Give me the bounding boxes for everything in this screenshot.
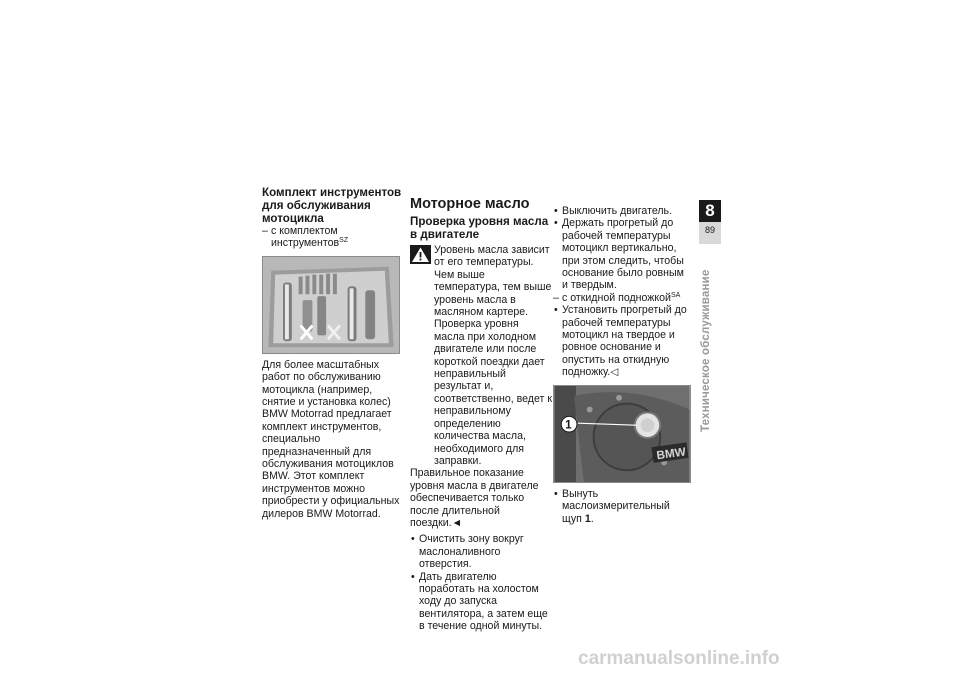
- paragraph-tool-kit: Для более масштабных работ по обслуживанию мотоцикла (например, снятие и установка колес) BMW Motorrad предлагает комплект инструментов, специально предназначенный для обслуживания мотоциклов BMW. Этот комплект инструментов можно приобрести у официальных дилеров BMW Motorrad.: [262, 358, 400, 520]
- bullet-side-stand: [553, 304, 691, 378]
- bullet-clean-area: • Очистить зону вокруг маслоналивного отверстия.: [410, 533, 552, 570]
- page-number: 89: [704, 225, 715, 235]
- bullet-text: Вынуть маслоизмерительный щуп: [562, 487, 670, 525]
- heading-engine-oil: Моторное масло: [410, 196, 530, 212]
- dash-text: с откидной подножкой: [562, 291, 671, 304]
- subheading-oil-level-check: Проверка уровня масла в двигателе: [410, 215, 549, 241]
- column-engine-oil: [410, 196, 552, 633]
- end-mark-icon: ◄: [451, 516, 463, 529]
- bullet-hold-upright: • Держать прогретый до рабочей температуры мотоцикл вертикально, при этом следить, чтобы основание было ровным и твердым.: [553, 217, 691, 291]
- warning-triangle-icon: [410, 245, 431, 264]
- end-mark-icon: ◁: [610, 366, 619, 379]
- paragraph-correct-reading: [410, 467, 552, 529]
- dipstick-ref: 1: [584, 512, 591, 525]
- bullet-end: .: [590, 512, 594, 525]
- column-tool-kit: [262, 186, 404, 520]
- dash-item-tool-kit: [262, 225, 404, 250]
- option-code-sz: SZ: [339, 237, 349, 245]
- warning-block: [410, 244, 552, 467]
- bullet-text: Установить прогретый до рабочей температуры мотоцикл на твердое и ровное основание и опустить на откидную подножку.: [562, 304, 687, 379]
- dash-item-stand: [553, 292, 691, 304]
- watermark-text: carmanualsonline.info: [578, 648, 780, 669]
- warning-text: Уровень масла зависит от его температуры. Чем выше температура, тем выше уровень масла в масляном картере. Проверка уровня масла при холодном двигателе или после короткой поездки дает неправильный результат и, соответственно, ведет к неправильному определению количества масла, необходимого для заправки.: [434, 244, 552, 467]
- tool-kit-photo: [262, 256, 400, 354]
- heading-tool-kit: Комплект инструментов для обслуживания мотоцикла: [262, 186, 402, 225]
- option-code-sa: SA: [670, 291, 681, 299]
- bmw-logo-text: BMW: [655, 445, 687, 463]
- engine-dipstick-photo: [553, 385, 691, 483]
- chapter-tab: [699, 200, 721, 244]
- column-procedure: [553, 205, 691, 525]
- paragraph-text: Правильное показание уровня масла в двигателе обеспечивается только после длительной поездки.: [410, 467, 539, 529]
- bullet-remove-dipstick: [553, 488, 691, 525]
- bullet-engine-off: • Выключить двигатель.: [553, 205, 691, 217]
- bullet-idle-engine: • Дать двигателю поработать на холостом ходу до запуска вентилятора, а затем еще в течение одной минуты.: [410, 571, 552, 633]
- dash-text: с комплектом инструментов: [271, 225, 340, 250]
- chapter-side-title: Техническое обслуживание: [700, 269, 712, 432]
- callout-number: 1: [565, 418, 572, 432]
- chapter-number: 8: [699, 200, 721, 222]
